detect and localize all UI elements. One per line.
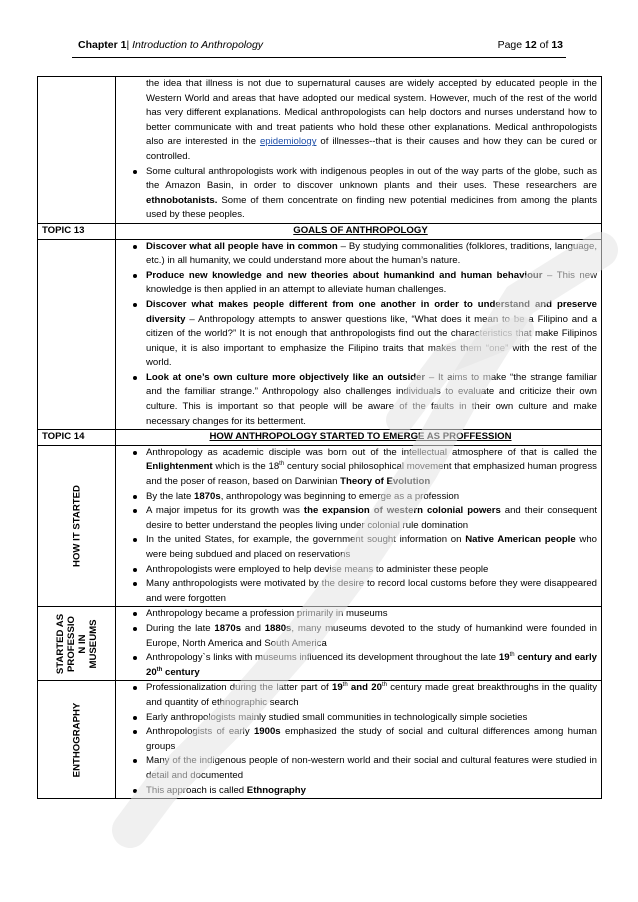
intro-list bbox=[124, 77, 597, 223]
list-item: Look at one’s own culture more objectively like an outsider – It aims to make “the strange familiar and the familiar strange.” Anthropology also challenges individuals to evaluate and criticize their own culture. This is important so that people will be aware of the faults in their own culture and make necessary changes for its betterment. bbox=[146, 371, 597, 429]
list-item: Professionalization during the latter part of 19th and 20th century made great breakthroughs in the quality and quantity of ethnographic search bbox=[146, 681, 597, 710]
list-item: Early anthropologists mainly studied small communities in technologically simple societies bbox=[146, 711, 597, 726]
topic13-header-row bbox=[38, 223, 602, 239]
list-item: Discover what all people have in common – By studying commonalities (folklores, traditions, language, etc.) in all humanity, we could understand more about the human’s nature. bbox=[146, 240, 597, 269]
page-current: 12 bbox=[525, 39, 537, 51]
page-total: 13 bbox=[551, 39, 563, 51]
ethnography-row bbox=[38, 681, 602, 799]
ethnography-main-cell bbox=[116, 681, 602, 799]
list-item: Many anthropologists were motivated by the desire to record local customs before they were disappeared and were forgotten bbox=[146, 577, 597, 606]
list-item: Anthropology as academic disciple was born out of the intellectual atmosphere of that is called the Enlightenment which is the 18th century social philosophical movement that emphasized human progress and the poser of reason, based on Darwinian Theory of Evolution bbox=[146, 446, 597, 490]
museums-side-cell bbox=[38, 607, 116, 681]
header-rule bbox=[72, 57, 566, 58]
museums-main-cell bbox=[116, 607, 602, 681]
page-of: of bbox=[539, 39, 549, 51]
list-item: Produce new knowledge and new theories about humankind and human behaviour – This new knowledge is then applied in an attempt to alleviate human challenges. bbox=[146, 269, 597, 298]
how-started-list bbox=[124, 446, 597, 607]
list-item: Discover what makes people different from one another in order to understand and preserve diversity – Anthropology attempts to answer questions like, “What does it mean to be a Filipino and a citizen of the world?” It is not enough that anthropologists find out the characteristics that make Filipinos unique, it is also important to emphasize the Filipino traits that makes them “one” with the rest of the world. bbox=[146, 298, 597, 371]
list-item: Anthropology became a profession primarily in museums bbox=[146, 607, 597, 622]
topic14-header-row bbox=[38, 430, 602, 446]
how-started-side-cell bbox=[38, 445, 116, 607]
topic13-side-cell bbox=[38, 239, 116, 430]
page-word: Page bbox=[497, 39, 523, 51]
content-table bbox=[37, 76, 602, 799]
intro-main-cell bbox=[116, 77, 602, 224]
museums-list bbox=[124, 607, 597, 680]
page-header bbox=[78, 39, 563, 55]
list-item: During the late 1870s and 1880s, many museums devoted to the study of humankind were founded in Europe, North America and South America bbox=[146, 622, 597, 651]
museums-row bbox=[38, 607, 602, 681]
topic14-heading: HOW ANTHROPOLOGY STARTED TO EMERGE AS PROFFESSION bbox=[116, 430, 602, 446]
list-item: Anthropology`s links with museums influenced its development throughout the late 19th century and early 20th century bbox=[146, 651, 597, 680]
ethnography-list bbox=[124, 681, 597, 798]
topic13-main-cell bbox=[116, 239, 602, 430]
page-number bbox=[498, 39, 563, 51]
list-item: This approach is called Ethnography bbox=[146, 784, 597, 799]
ethnography-side-cell bbox=[38, 681, 116, 799]
list-item: the idea that illness is not due to supernatural causes are widely accepted by educated people in the Western World and areas that have adopted our medical system. However, much of the rest of the world has very different explanations. Medical anthropologists can help doctors and nurses understand how to better communicate with and treat patients who hold these other explanations. Medical anthropologists also are interested in the epidemiology of illnesses--that is their causes and how they can be cured or controlled. bbox=[146, 78, 597, 162]
how-started-main-cell bbox=[116, 445, 602, 607]
topic13-label: TOPIC 13 bbox=[38, 223, 116, 239]
how-started-row bbox=[38, 445, 602, 607]
ethnography-label: ENTHOGRAPHY bbox=[71, 702, 82, 778]
list-item: By the late 1870s, anthropology was beginning to emerge as a profession bbox=[146, 490, 597, 505]
topic13-content-row bbox=[38, 239, 602, 430]
header-separator: | bbox=[126, 39, 130, 51]
list-item: Some cultural anthropologists work with indigenous peoples in out of the way parts of the globe, such as the Amazon Basin, in order to discover unknown plants and their uses. These researchers are ethnobotanists. Some of them concentrate on finding new potential medicines from among the plants used by these peoples. bbox=[146, 165, 597, 223]
goals-list bbox=[124, 240, 597, 430]
museums-label: STARTED AS PROFESSIO N IN MUSEUMS bbox=[54, 613, 99, 674]
intro-side-cell bbox=[38, 77, 116, 224]
chapter-title: Introduction to Anthropology bbox=[132, 39, 264, 51]
list-item: Many of the indigenous people of non-western world and their social and cultural features were studied in detail and documented bbox=[146, 754, 597, 783]
list-item: A major impetus for its growth was the expansion of western colonial powers and their consequent desire to better understand the peoples living under colonial rule domination bbox=[146, 504, 597, 533]
topic13-heading: GOALS OF ANTHROPOLOGY bbox=[116, 223, 602, 239]
list-item: In the united States, for example, the government sought information on Native American people who were being subdued and placed on reservations bbox=[146, 533, 597, 562]
epidemiology-link[interactable]: epidemiology bbox=[259, 136, 317, 148]
chapter-number: Chapter 1 bbox=[78, 39, 127, 51]
intro-row bbox=[38, 77, 602, 224]
list-item: Anthropologists were employed to help devise means to administer these people bbox=[146, 563, 597, 578]
list-item: Anthropologists of early 1900s emphasized the study of social and cultural differences among human groups bbox=[146, 725, 597, 754]
topic14-label: TOPIC 14 bbox=[38, 430, 116, 446]
how-started-label: HOW IT STARTED bbox=[71, 485, 82, 568]
